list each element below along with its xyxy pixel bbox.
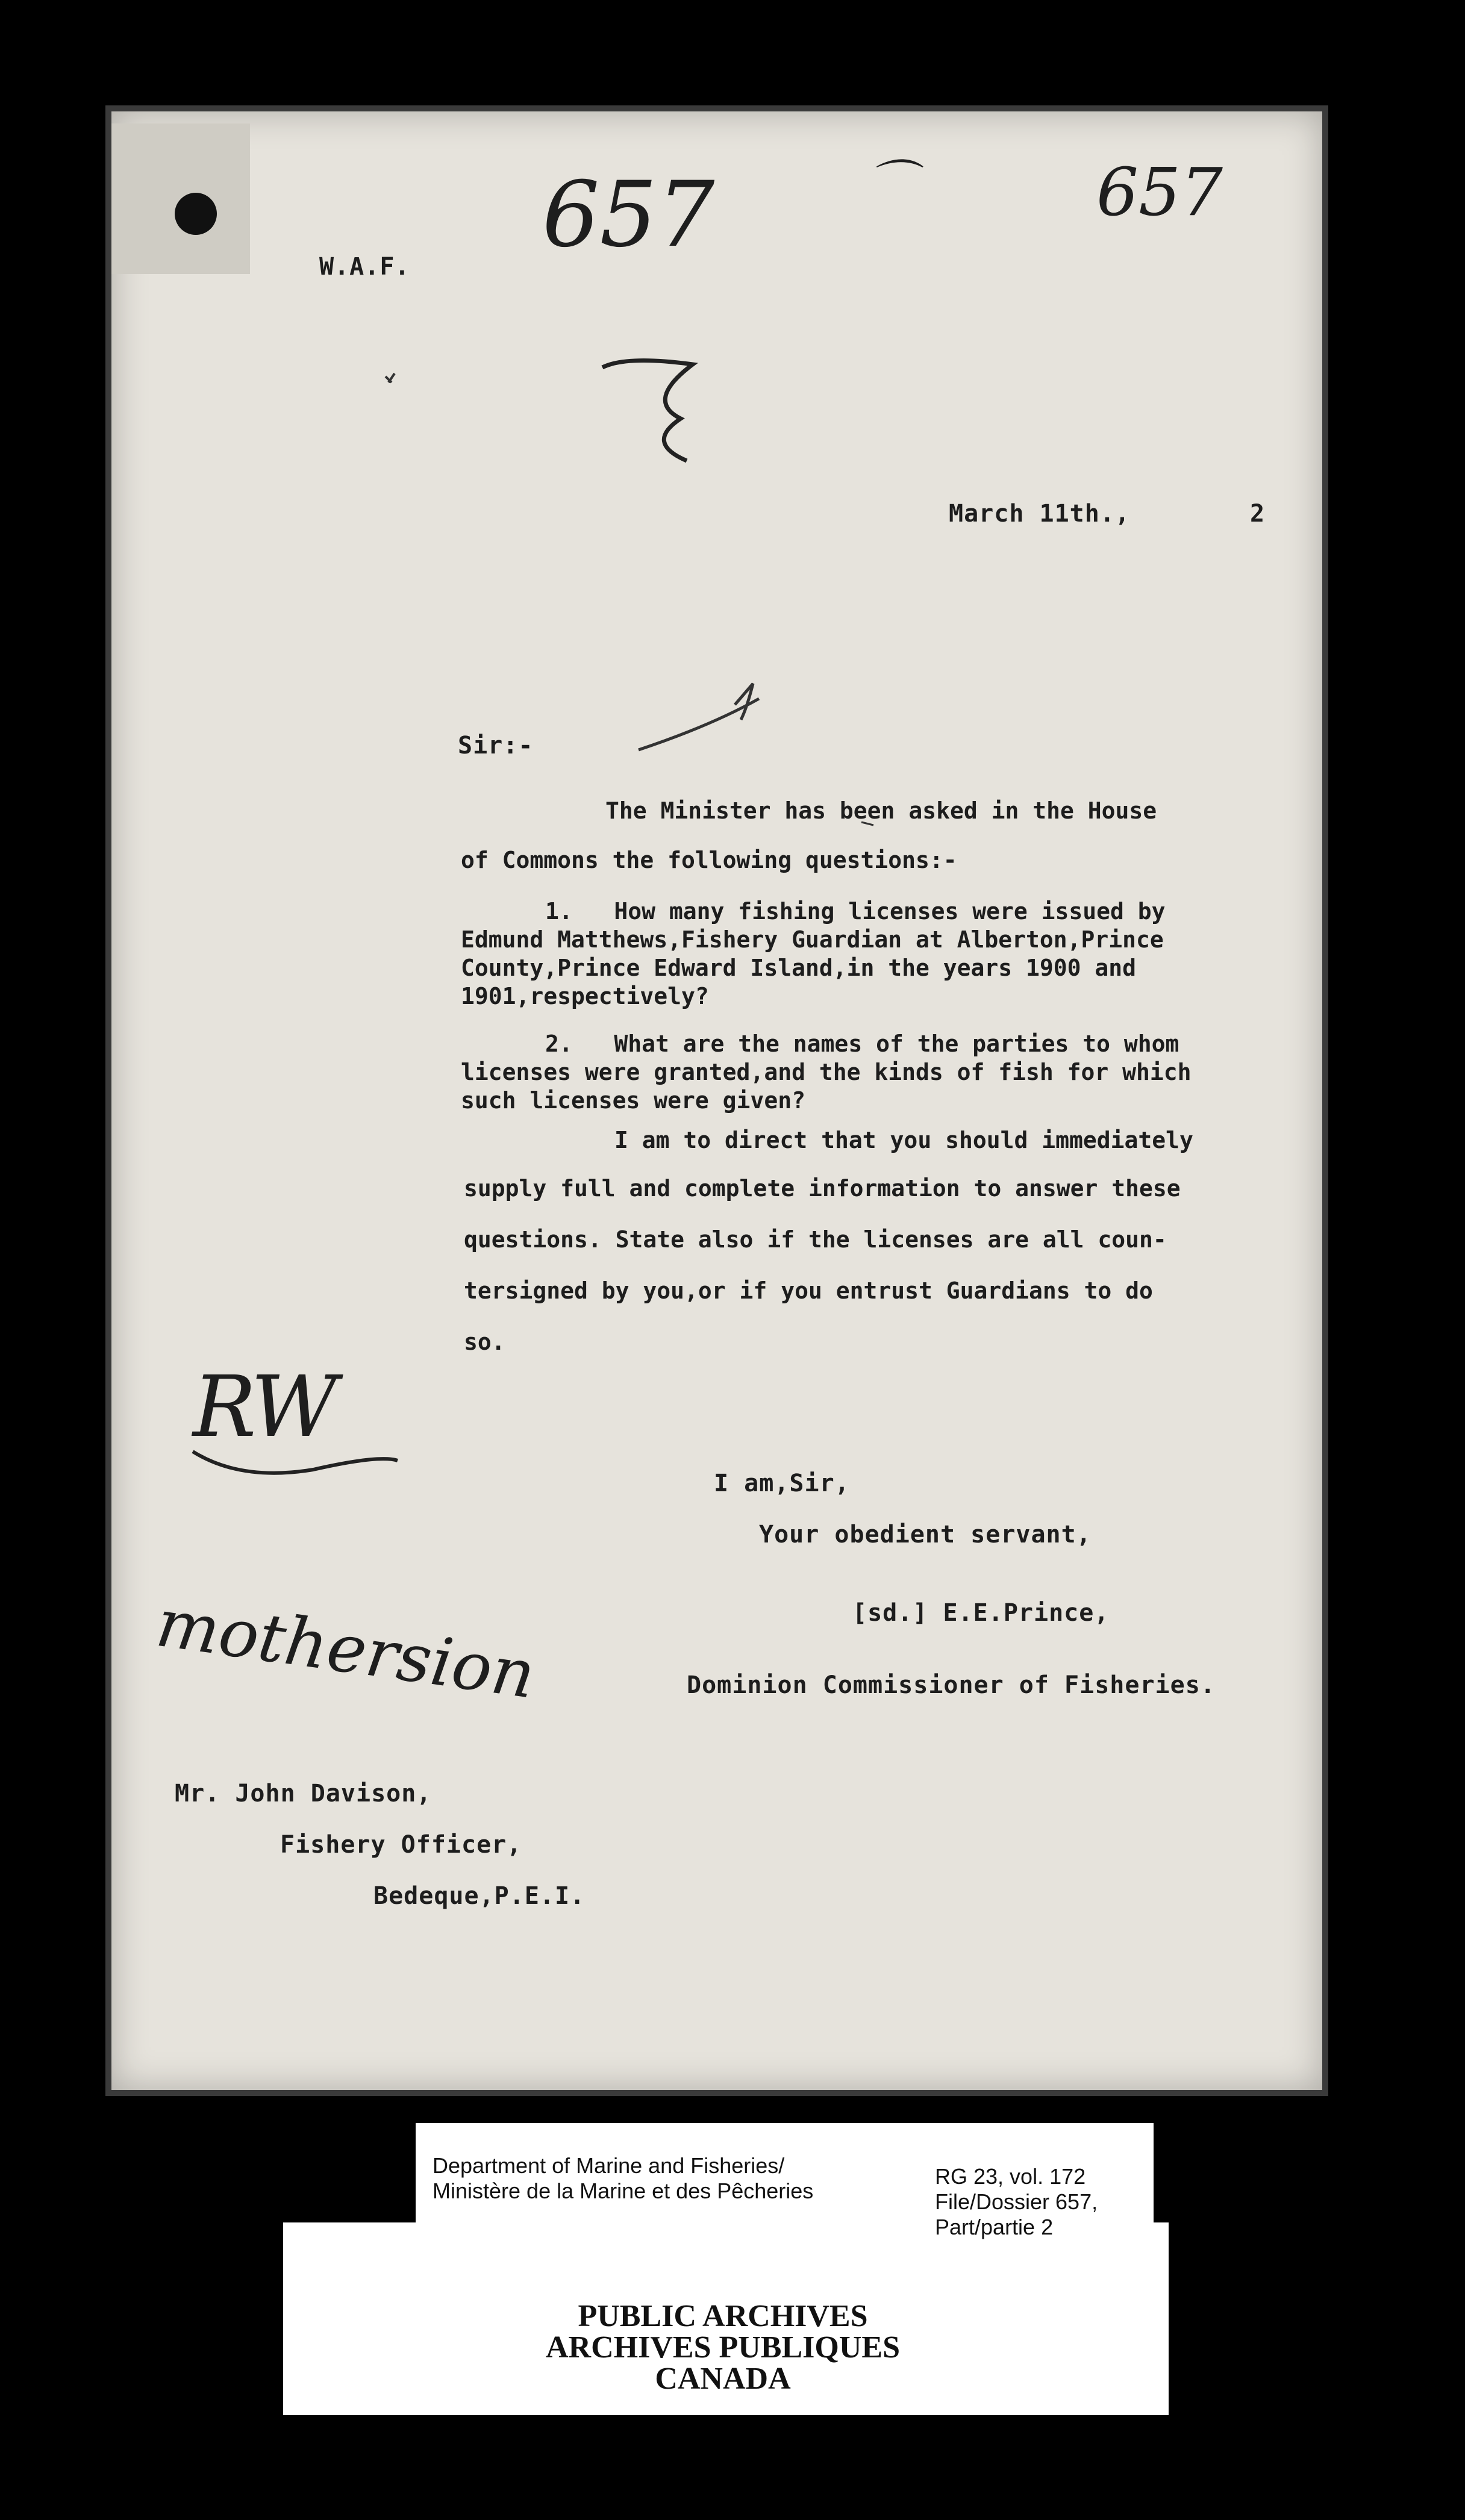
caret-mark: ⌒	[867, 155, 916, 211]
archives-line-3: CANADA	[655, 2362, 791, 2396]
question-1-line-2: Edmund Matthews,Fishery Guardian at Alberton,Prince	[461, 926, 1164, 953]
question-2-line-3: such licenses were given?	[461, 1087, 805, 1114]
addressee-role: Fishery Officer,	[280, 1831, 522, 1859]
salutation: Sir:-	[458, 732, 534, 759]
closing-line-1: I am,Sir,	[714, 1470, 850, 1497]
addressee-place: Bedeque,P.E.I.	[373, 1882, 586, 1910]
label-ref-2: File/Dossier 657,	[935, 2189, 1098, 2214]
question-1-line-4: 1901,respectively?	[461, 983, 709, 1009]
label-dept-fr: Ministère de la Marine et des Pêcheries	[433, 2178, 814, 2203]
archives-line-2: ARCHIVES PUBLIQUES	[545, 2330, 901, 2365]
direct-line-3: questions. State also if the licenses are all coun-	[464, 1226, 1167, 1253]
file-number-right: 657	[1096, 154, 1223, 231]
hand-mark-3	[602, 361, 693, 461]
initials: W.A.F.	[319, 253, 410, 281]
direct-line-1: I am to direct that you should immediately	[614, 1127, 1193, 1153]
closing-line-2: Your obedient servant,	[759, 1521, 1092, 1548]
direct-line-4: tersigned by you,or if you entrust Guardians to do	[464, 1277, 1153, 1304]
label-ref-3: Part/partie 2	[935, 2215, 1054, 2239]
label-dept-en: Department of Marine and Fisheries/	[433, 2153, 785, 2178]
intro-line-1: The Minister has been asked in the House	[605, 797, 1157, 824]
signature: [sd.] E.E.Prince,	[852, 1599, 1110, 1627]
question-1-line-3: County,Prince Edward Island,in the years 1900 and	[461, 955, 1137, 981]
hand-checkmark	[639, 684, 759, 750]
addressee-name: Mr. John Davison,	[175, 1780, 432, 1807]
label-ref-1: RG 23, vol. 172	[935, 2164, 1086, 2189]
intro-line-2: of Commons the following questions:-	[461, 847, 957, 873]
question-1-line-1: 1. How many fishing licenses were issued by	[545, 898, 1166, 925]
letter-date: March 11th.,	[949, 500, 1130, 528]
direct-line-5: so.	[464, 1329, 505, 1355]
archives-line-1: PUBLIC ARCHIVES	[578, 2299, 868, 2333]
hand-tick	[386, 373, 395, 382]
file-number-left: 657	[542, 163, 715, 267]
page-number: 2	[1250, 500, 1266, 528]
signature-title: Dominion Commissioner of Fisheries.	[687, 1671, 1216, 1699]
margin-initials: RW	[193, 1358, 334, 1456]
margin-signature: mothersion	[152, 1584, 540, 1714]
question-2-line-1: 2. What are the names of the parties to whom	[545, 1031, 1179, 1057]
question-2-line-2: licenses were granted,and the kinds of fish for which	[461, 1059, 1192, 1085]
direct-line-2: supply full and complete information to answer these	[464, 1175, 1181, 1202]
